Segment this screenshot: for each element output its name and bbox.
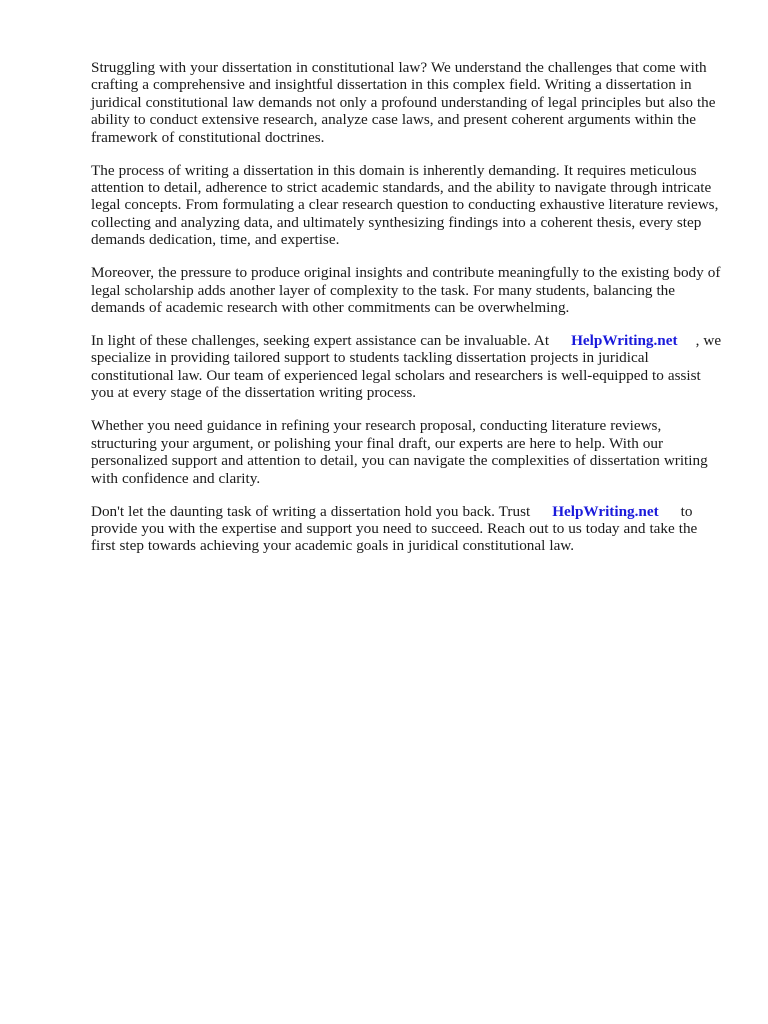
helpwriting-link-1[interactable]: HelpWriting.net — [571, 332, 678, 350]
paragraph-pressure: Moreover, the pressure to produce original insights and contribute meaningfully to the existing body of legal scholarship adds another layer of complexity to the task. For many students, balancing the demands of academic research with other commitments can be overwhelming. — [91, 264, 721, 317]
paragraph-closing-rest: to provide you with the expertise and support you need to succeed. Reach out to us today and take the first step towards achieving your academic goals in juridical constitutional law. — [91, 502, 698, 555]
paragraph-process: The process of writing a dissertation in this domain is inherently demanding. It requires meticulous attention to detail, adherence to strict academic standards, and the ability to navigate through intricate legal concepts. From formulating a clear research question to conducting exhaustive literature reviews, collecting and analyzing data, and ultimately synthesizing findings into a coherent thesis, every step demands dedication, time, and expertise. — [91, 161, 719, 249]
document-page — [91, 59, 723, 570]
paragraph-guidance: Whether you need guidance in refining your research proposal, conducting literature reviews, structuring your argument, or polishing your final draft, our experts are here to help. With our personalized support and attention to detail, you can navigate the complexities of dissertation writing with confidence and clarity. — [91, 417, 708, 487]
paragraph-intro: Struggling with your dissertation in constitutional law? We understand the challenges that come with crafting a comprehensive and insightful dissertation in this complex field. Writing a dissertation in juridical constitutional law demands not only a profound understanding of legal principles but also the ability to conduct extensive research, analyze case laws, and present coherent arguments within the framework of constitutional doctrines. — [91, 59, 716, 146]
paragraph-assistance-lead: In light of these challenges, seeking expert assistance can be invaluable. At — [91, 332, 550, 350]
paragraph-assistance-rest: we specialize in providing tailored support to students tackling dissertation projects in juridical constitutional law. Our team of experienced legal scholars and researchers is well-equipped to assist you at every stage of the dissertation writing process. — [91, 332, 722, 402]
paragraph-closing-lead: Don't let the daunting task of writing a dissertation hold you back. Trust — [91, 502, 531, 520]
paragraph-closing — [91, 503, 723, 555]
paragraph-assistance-comma: , — [695, 332, 700, 350]
paragraph-assistance — [91, 332, 723, 402]
helpwriting-link-2[interactable]: HelpWriting.net — [552, 502, 659, 520]
